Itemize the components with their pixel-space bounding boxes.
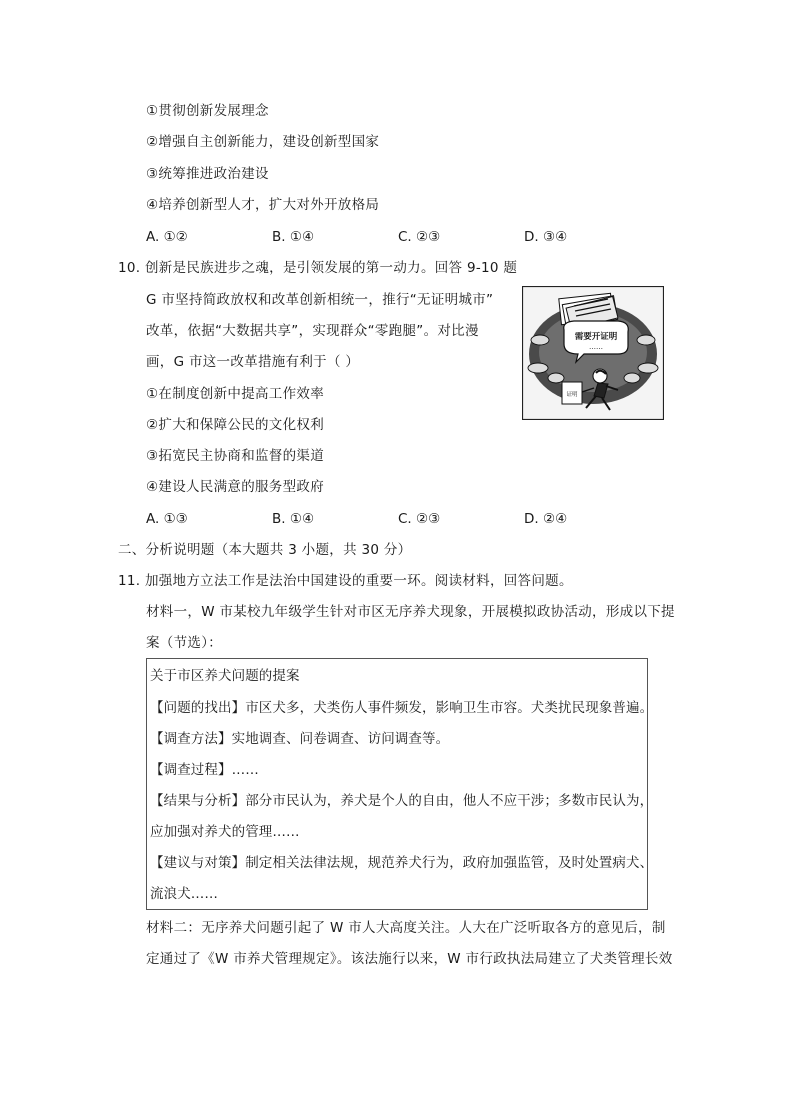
q9-item-4: ④培养创新型人才，扩大对外开放格局 — [146, 197, 380, 213]
q10-item-1: ①在制度创新中提高工作效率 — [146, 386, 325, 402]
q11-material-1-line-1: 材料一，W 市某校九年级学生针对市区无序养犬现象，开展模拟政协活动，形成以下提 — [146, 604, 675, 620]
q10-option-d: D. ②④ — [524, 511, 568, 527]
q10-option-c: C. ②③ — [398, 511, 441, 527]
q9-item-2: ②增强自主创新能力，建设创新型国家 — [146, 134, 380, 150]
section-2-heading: 二、分析说明题（本大题共 3 小题，共 30 分） — [118, 542, 412, 558]
q10-item-2: ②扩大和保障公民的文化权利 — [146, 417, 325, 433]
q11-material-1-line-2: 案（节选）： — [146, 635, 223, 651]
speech-bubble-text: 需要开证明 — [574, 332, 618, 342]
proposal-suggestion-line-2: 流浪犬…… — [150, 886, 218, 902]
q11-material-2-line-2: 定通过了《W 市养犬管理规定》。该法施行以来，W 市行政执法局建立了犬类管理长效 — [146, 951, 673, 967]
q9-option-d: D. ③④ — [524, 229, 568, 245]
proposal-title: 关于市区养犬问题的提案 — [150, 668, 300, 684]
certificate-sign-text: 证明 — [566, 392, 578, 398]
q11-material-2-line-1: 材料二：无序养犬问题引起了 W 市人大高度关注。人大在广泛听取各方的意见后，制 — [146, 920, 666, 936]
q10-intro: 10. 创新是民族进步之魂，是引领发展的第一动力。回答 9-10 题 — [118, 260, 518, 276]
q10-option-a: A. ①③ — [146, 511, 188, 527]
q11-intro: 11. 加强地方立法工作是法治中国建设的重要一环。阅读材料，回答问题。 — [118, 573, 573, 589]
q10-option-b: B. ①④ — [272, 511, 315, 527]
q10-stem-line-2: 改革，依据“大数据共享”，实现群众“零跑腿”。对比漫 — [146, 323, 479, 339]
proposal-results-line-1: 【结果与分析】部分市民认为，养犬是个人的自由，他人不应干涉；多数市民认为， — [150, 793, 654, 809]
q9-item-1: ①贯彻创新发展理念 — [146, 103, 269, 119]
proposal-suggestion-line-1: 【建议与对策】制定相关法律法规，规范养犬行为，政府加强监管，及时处置病犬、 — [150, 855, 654, 871]
q10-stem-line-1: G 市坚持简政放权和改革创新相统一，推行“无证明城市” — [146, 292, 494, 308]
q9-option-c: C. ②③ — [398, 229, 441, 245]
proposal-problem: 【问题的找出】市区犬多，犬类伤人事件频发，影响卫生市容。犬类扰民现象普遍。 — [150, 700, 654, 716]
q10-item-3: ③拓宽民主协商和监督的渠道 — [146, 448, 325, 464]
q9-option-b: B. ①④ — [272, 229, 315, 245]
q9-item-3: ③统筹推进政治建设 — [146, 166, 269, 182]
q10-item-4: ④建设人民满意的服务型政府 — [146, 479, 325, 495]
proposal-process: 【调查过程】…… — [150, 762, 259, 778]
q10-stem-line-3: 画，G 市这一改革措施有利于（ ） — [146, 354, 360, 370]
proposal-results-line-2: 应加强对养犬的管理…… — [150, 824, 300, 840]
q9-option-a: A. ①② — [146, 229, 188, 245]
proposal-method: 【调查方法】实地调查、问卷调查、访问调查等。 — [150, 731, 450, 747]
speech-bubble-dots: …… — [589, 343, 603, 351]
comparison-cartoon — [522, 286, 664, 420]
